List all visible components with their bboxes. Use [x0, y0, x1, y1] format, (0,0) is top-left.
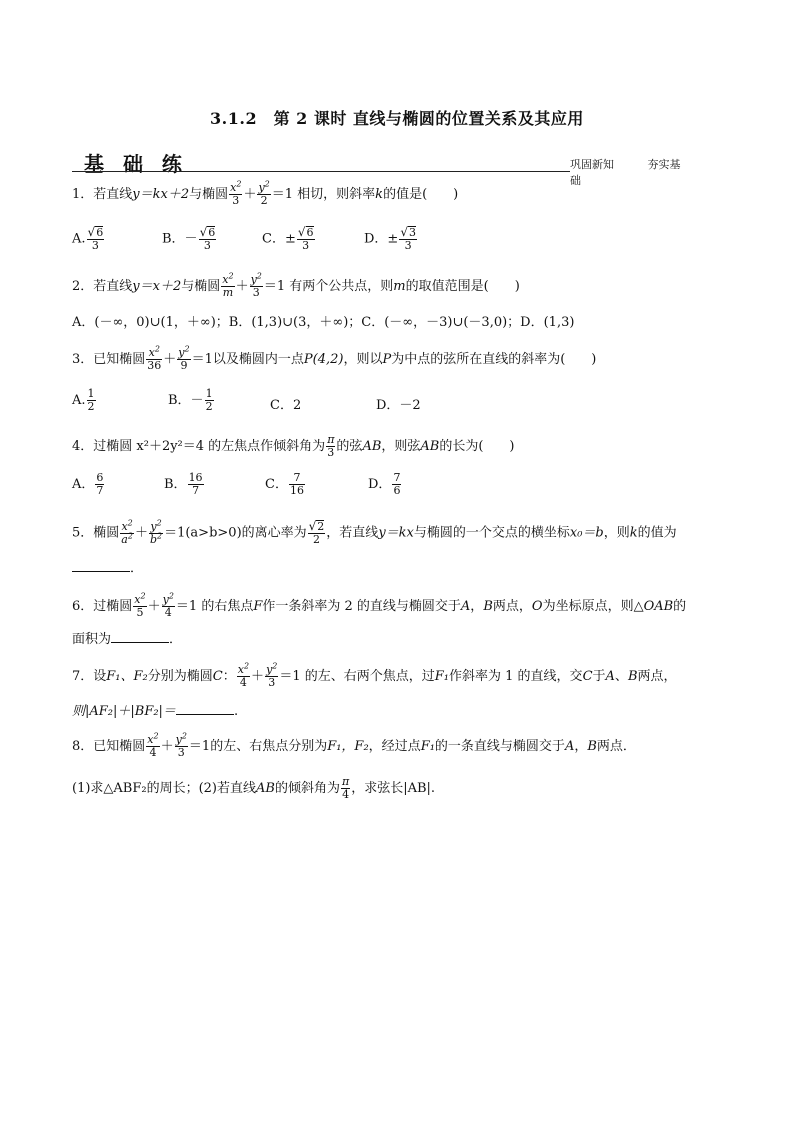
question-5: 5．椭圆 $\frac{x^2}{a^2}$ ＋ $\frac{y^2}{b^2}$ ＝1(a>b>0)的离心率为 $\frac{√2}{2}$ ，若直线y＝kx与椭圆的一个交点的横坐标x₀＝b，则k的值为 [72, 517, 677, 546]
answer-blank[interactable] [72, 561, 130, 572]
question-2: 2．若直线y＝x＋2与椭圆 $\frac{x^2}{m}$ ＋ $\frac{y^2}{3}$ ＝1 有两个公共点，则m的取值范围是( ) [72, 271, 520, 299]
question-4: 4．过椭圆 x²＋2y²＝4 的左焦点作倾斜角为 $\frac{\pi}{3}$ 的弦AB，则弦AB的长为( ) [72, 433, 515, 459]
q3-option-d: D．－2 [376, 398, 421, 413]
question-8-parts: (1)求△ABF₂的周长；(2)若直线AB的倾斜角为 $\frac{\pi}{4}$ ，求弦长|AB|. [72, 775, 436, 801]
q4-option-b: B． $\frac{16}{7}$ [164, 471, 203, 497]
q1-option-c: C．± $\frac{√6}{3}$ [262, 225, 314, 252]
q1-option-a: A. $\frac{√6}{3}$ [72, 225, 104, 252]
page-title: 3.1.2 第 2 课时 直线与椭圆的位置关系及其应用 [210, 109, 584, 128]
section-subtitle-1: 巩固新知 [570, 158, 614, 171]
question-1: 1．若直线y＝kx＋2与椭圆 $\frac{x^2}{3}$ ＋ $\frac{y^2}{2}$ ＝1 相切，则斜率k的值是( ) [72, 179, 459, 207]
section-rule [72, 171, 570, 172]
answer-blank[interactable] [176, 704, 234, 715]
section-header [72, 150, 712, 187]
q4-option-a: A． $\frac{6}{7}$ [72, 471, 104, 497]
q1-option-b: B．－ $\frac{√6}{3}$ [162, 225, 216, 252]
q3-option-b: B．－ $\frac{1}{2}$ [168, 387, 213, 413]
section-subtitle [570, 156, 712, 188]
question-6-answer: 面积为 ． [72, 632, 183, 647]
question-5-answer: ． [72, 560, 143, 578]
q4-option-d: D． $\frac{7}{6}$ [368, 471, 401, 497]
question-6: 6．过椭圆 $\frac{x^2}{5}$ ＋ $\frac{y^2}{4}$ ＝1 的右焦点F作一条斜率为 2 的直线与椭圆交于A，B两点，O为坐标原点，则△OAB的 [72, 591, 687, 619]
q3-option-c: C．2 [270, 398, 302, 413]
section-title: 基 础 练 [84, 152, 188, 176]
question-7: 7．设F₁、F₂分别为椭圆C： $\frac{x^2}{4}$ ＋ $\frac{y^2}{3}$ ＝1 的左、右两个焦点，过F₁作斜率为 1 的直线，交C于A、B两点， [72, 661, 677, 689]
section-subtitle-2: 夯实基础 [570, 158, 681, 187]
question-3: 3．已知椭圆 $\frac{x^2}{36}$ ＋ $\frac{y^2}{9}$ ＝1以及椭圆内一点P(4,2)，则以P为中点的弦所在直线的斜率为( ) [72, 344, 597, 372]
q1-option-d: D．± $\frac{√3}{3}$ [364, 225, 416, 252]
q3-option-a: A. $\frac{1}{2}$ [72, 387, 95, 413]
q4-option-c: C． $\frac{7}{16}$ [265, 471, 304, 497]
question-8: 8．已知椭圆 $\frac{x^2}{4}$ ＋ $\frac{y^2}{3}$ ＝1的左、右焦点分别为F₁，F₂，经过点F₁的一条直线与椭圆交于A，B两点． [72, 731, 636, 759]
question-7-answer: 则|AF₂|＋|BF₂|＝ . [72, 704, 239, 719]
question-2-options: A．(－∞，0)∪(1，＋∞)；B．(1,3)∪(3，＋∞)；C．(－∞，－3)∪(－3,0)；D．(1,3) [72, 315, 575, 330]
answer-blank[interactable] [111, 632, 169, 643]
